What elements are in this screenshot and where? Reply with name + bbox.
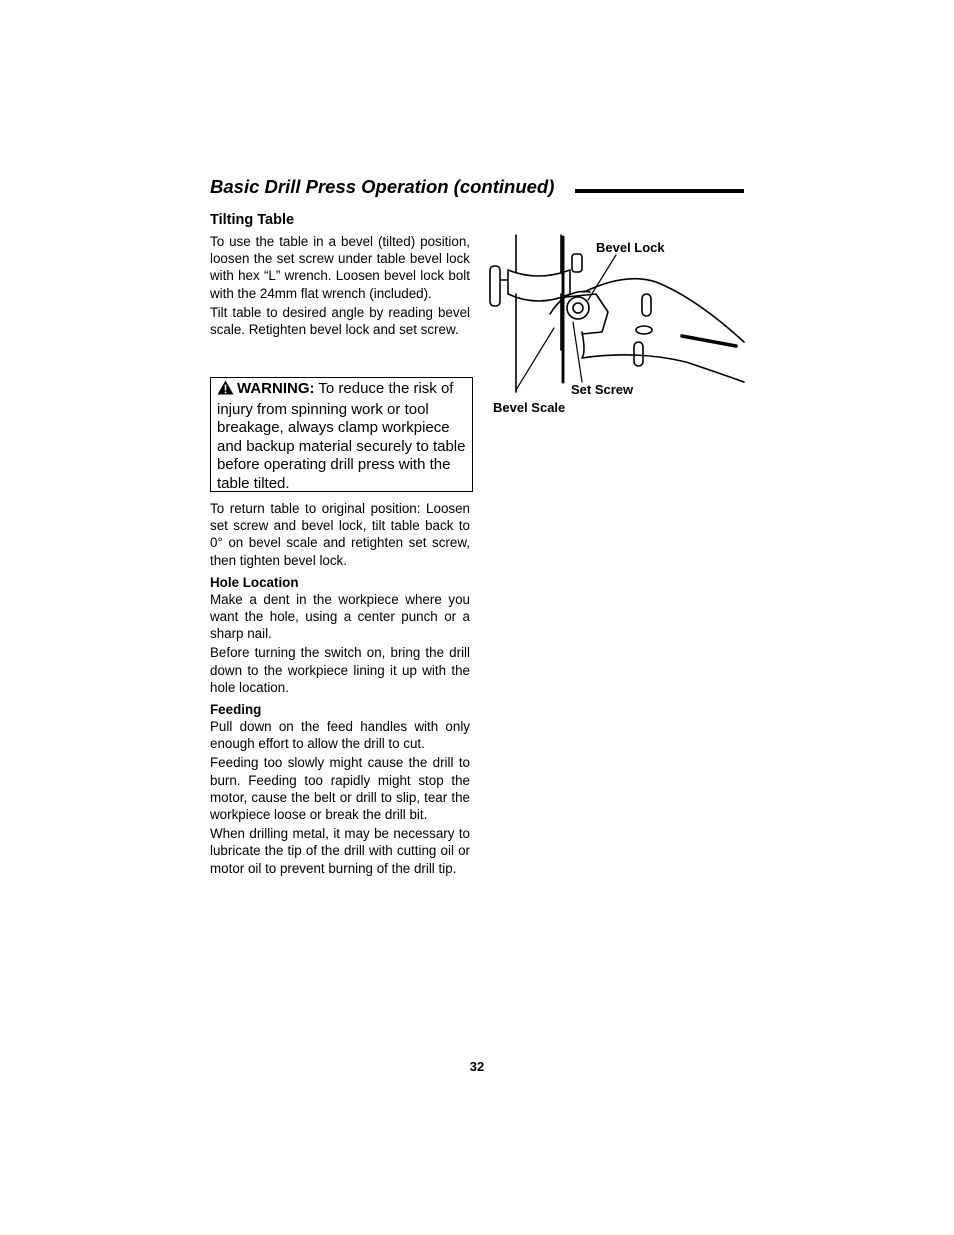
warning-box	[210, 377, 473, 492]
feeding-para2: Feeding too slowly might cause the drill to burn. Feeding too rapidly might stop the motor, cause the belt or drill to slip, tear the workpiece loose or break the drill bit.	[210, 755, 470, 823]
tilting-table-heading: Tilting Table	[210, 212, 295, 228]
main-column	[210, 500, 470, 877]
hole-location-heading: Hole Location	[210, 574, 299, 590]
tilting-table-para2: Tilt table to desired angle by reading bevel scale. Retighten bevel lock and set screw.	[210, 304, 470, 338]
tilting-table-para1: To use the table in a bevel (tilted) position, loosen the set screw under table bevel lock with hex “L” wrench. Loosen bevel lock bolt with the 24mm flat wrench (included).	[210, 234, 470, 301]
warning-label: WARNING:	[237, 380, 315, 397]
bevel-figure	[486, 232, 746, 422]
feeding-para1: Pull down on the feed handles with only enough effort to allow the drill to cut.	[210, 719, 470, 752]
feeding-para3: When drilling metal, it may be necessary to lubricate the tip of the drill with cutting oil or motor oil to prevent burning of the drill tip.	[210, 826, 470, 876]
callout-bevel-scale: Bevel Scale	[493, 400, 566, 415]
tilting-table-section	[210, 212, 470, 338]
section-title: Basic Drill Press Operation (continued)	[210, 176, 555, 197]
callout-set-screw: Set Screw	[571, 382, 634, 397]
feeding-heading: Feeding	[210, 702, 262, 718]
page-number: 32	[469, 1059, 485, 1074]
tilting-table-para3: To return table to original position: Loosen set screw and bevel lock, tilt table back to 0° on bevel scale and retighten set screw, then tighten bevel lock.	[210, 501, 470, 568]
warning-triangle-icon	[217, 380, 234, 401]
hole-location-para2: Before turning the switch on, bring the drill down to the workpiece lining it up with the hole location.	[210, 645, 470, 695]
callout-bevel-lock: Bevel Lock	[596, 240, 665, 255]
warning-text: To reduce the risk of injury from spinning work or tool breakage, always clamp workpiece and backup material securely to table before operating drill press with the table tilted.	[217, 380, 466, 492]
heading-rule	[575, 189, 744, 193]
hole-location-para1: Make a dent in the workpiece where you want the hole, using a center punch or a sharp nail.	[210, 591, 470, 642]
